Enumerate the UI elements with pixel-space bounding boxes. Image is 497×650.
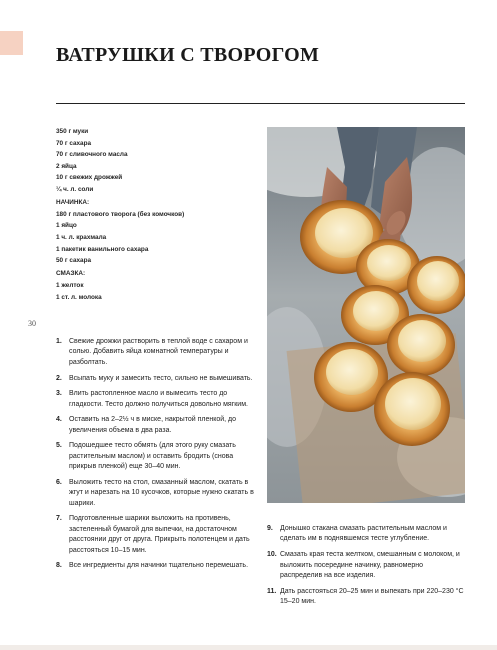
page-bottom-edge [0,645,497,650]
step-number: 5. [56,442,62,450]
ingredient-item: 1 яйцо [56,222,77,230]
step-number: 8. [56,562,62,570]
ingredient-item: 1 желток [56,281,84,289]
steps-column-left [56,337,255,577]
step-text: Всыпать муку и замесить тесто, сильно не вымешивать. [69,374,253,382]
step-text: Донышко стакана смазать растительным маслом и сделать им в поднявшемся тесте углубление. [280,525,447,543]
recipe-title: ВАТРУШКИ С ТВОРОГОМ [56,44,320,66]
step-number: 3. [56,390,62,398]
page-number: 30 [28,319,36,328]
step-text: Оставить на 2–2½ ч в миске, накрытой пленкой, до увеличения объема в два раза. [69,416,237,434]
vatrushki-photo [267,127,465,503]
step-text: Все ингредиенты для начинки тщательно перемешать. [69,562,249,570]
step-item [267,524,465,545]
ingredient-item: 2 яйца [56,162,77,170]
corner-accent-tab [0,31,23,55]
step-item [56,337,255,368]
ingredient-item: 10 г свежих дрожжей [56,174,123,182]
step-text: Влить растопленное масло и вымесить тесто до гладкости. Тесто должно получиться довольно мягким. [69,390,248,408]
step-text: Смазать края теста желтком, смешанным с молоком, и выложить посередине начинку, равномерно распределив на все изделия. [280,551,460,579]
ingredient-item: 70 г сливочного масла [56,151,128,159]
ingredient-item: 180 г пластового творога (без комочков) [56,210,185,218]
step-item [56,514,255,556]
step-number: 1. [56,338,62,345]
steps-column-right [267,524,465,613]
step-text: Подошедшее тесто обмять (для этого руку смазать растительным маслом) и оставить бродить (снова прикрыв пленкой) еще 30–40 мин. [69,442,236,471]
ingredient-item: 70 г сахара [56,139,92,147]
step-text: Подготовленные шарики выложить на противень, застеленный бумагой для выпечки, на достаточном расстоянии друг от друга. Прикрыть полотенцем и дать расстояться 10–15 мин. [69,515,250,554]
step-number: 6. [56,478,62,486]
step-item [56,561,255,571]
ingredient-item: ¼ ч. л. соли [56,185,94,193]
ingredients-list [56,126,256,303]
ingredient-item: 1 ст. л. молока [56,293,102,301]
ingredient-item: 1 ч. л. крахмала [56,233,107,241]
ingredient-item: 350 г муки [56,128,89,135]
step-number: 7. [56,515,62,523]
step-number: 2. [56,374,62,382]
step-item [267,587,465,608]
ingredient-item: 1 пакетик ванильного сахара [56,245,149,253]
step-number: 4. [56,416,62,424]
step-text: Свежие дрожжи растворить в теплой воде с сахаром и солью. Добавить яйца комнатной температуры и разболтать. [69,338,248,366]
step-number: 11. [267,587,277,595]
ingredient-item: 50 г сахара [56,257,92,265]
step-item [56,441,255,472]
filling-heading: НАЧИНКА: [56,199,90,207]
step-number: 9. [267,525,273,532]
step-item [56,415,255,436]
step-item [56,374,255,384]
title-divider [56,103,465,104]
step-item [56,389,255,410]
step-item [267,550,465,581]
step-item [56,478,255,509]
step-text: Выложить тесто на стол, смазанный маслом, скатать в жгут и нарезать на 10 кусочков, которые нужно скатать в шарики. [69,478,254,507]
step-number: 10. [267,551,277,559]
step-text: Дать расстояться 20–25 мин и выпекать при 220–230 °C 15–20 мин. [280,587,464,606]
glaze-heading: СМАЗКА: [56,270,86,278]
